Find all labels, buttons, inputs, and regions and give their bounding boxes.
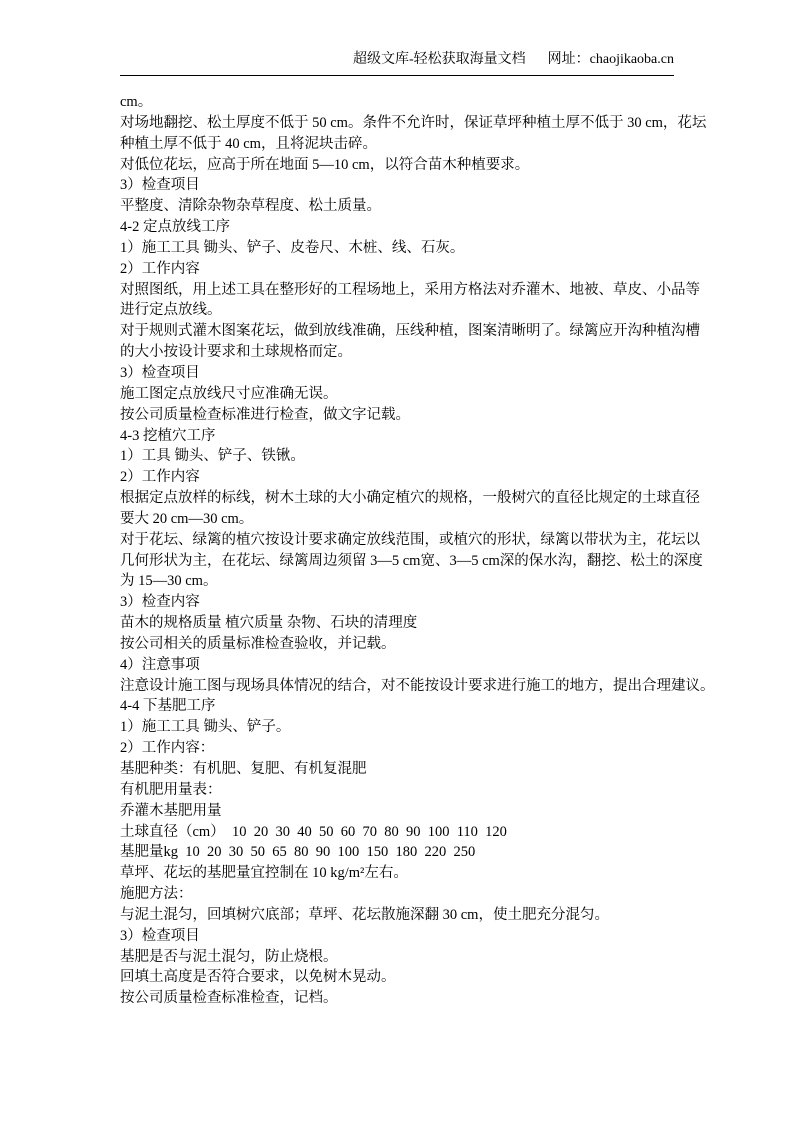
text-line: 为 15—30 cm。: [120, 573, 218, 590]
text-line: 4-3 挖植穴工序: [120, 427, 216, 444]
text-line: 草坪、花坛的基肥量宜控制在 10 kg/m²左右。: [120, 865, 408, 882]
text-line: 种植土厚不低于 40 cm，且将泥块击碎。: [120, 135, 377, 152]
header-site-name: 超级文库-轻松获取海量文档: [352, 52, 526, 67]
text-line: 要大 20 cm—30 cm。: [120, 510, 254, 527]
text-line: cm。: [120, 94, 153, 110]
text-line: 4-4 下基肥工序: [120, 698, 216, 715]
text-line: 对场地翻挖、松土厚度不低于 50 cm。条件不允许时，保证草坪种植土厚不低于 30 cm，花坛: [120, 114, 707, 131]
text-line: 3）检查项目: [120, 177, 200, 194]
text-line: 1）施工工具 锄头、铲子。: [120, 719, 291, 736]
text-line: 对于花坛、绿篱的植穴按设计要求确定放线范围，或植穴的形状，绿篱以带状为主，花坛以: [120, 531, 700, 548]
text-line: 按公司质量检查标准进行检查，做文字记载。: [120, 406, 410, 423]
text-line: 基肥种类：有机肥、复肥、有机复混肥: [120, 761, 367, 777]
text-line: 有机肥用量表：: [120, 781, 222, 798]
text-line: 乔灌木基肥用量: [120, 802, 222, 819]
text-line: 2）工作内容：: [120, 740, 215, 757]
header-url: 网址：chaojikaoba.cn: [547, 52, 674, 67]
text-line: 2）工作内容: [120, 469, 200, 486]
text-line: 4-2 定点放线工序: [120, 219, 230, 236]
text-line: 对照图纸，用上述工具在整形好的工程场地上，采用方格法对乔灌木、地被、草皮、小品等: [120, 281, 700, 298]
text-line: 注意设计施工图与现场具体情况的结合，对不能按设计要求进行施工的地方，提出合理建议。: [120, 677, 715, 694]
text-line: 回填土高度是否符合要求，以免树木晃动。: [120, 969, 396, 986]
text-line: 基肥量kg 10 20 30 50 65 80 90 100 150 180 220 250: [120, 844, 476, 861]
text-line: 3）检查内容: [120, 594, 200, 611]
header-divider: [120, 75, 674, 76]
text-line: 2）工作内容: [120, 260, 200, 277]
text-line: 根据定点放样的标线，树木土球的大小确定植穴的规格，一般树穴的直径比规定的土球直径: [120, 490, 700, 507]
text-line: 1）施工工具 锄头、铲子、皮卷尺、木桩、线、石灰。: [120, 239, 465, 256]
text-line: 几何形状为主，在花坛、绿篱周边须留 3—5 cm宽、3—5 cm深的保水沟，翻挖、松土的深度: [120, 552, 703, 569]
text-line: 按公司质量检查标准检查，记档。: [120, 990, 338, 1007]
text-line: 与泥土混匀，回填树穴底部；草坪、花坛散施深翻 30 cm，使土肥充分混匀。: [120, 906, 609, 923]
text-line: 1）工具 锄头、铲子、铁锹。: [120, 448, 305, 465]
text-line: 的大小按设计要求和土球规格而定。: [120, 344, 352, 361]
text-line: 对低位花坛，应高于所在地面 5—10 cm，以符合苗木种植要求。: [120, 156, 530, 173]
text-line: 对于规则式灌木图案花坛，做到放线准确，压线种植，图案清晰明了。绿篱应开沟种植沟槽: [120, 323, 700, 340]
text-line: 苗木的规格质量 植穴质量 杂物、石块的清理度: [120, 615, 418, 632]
text-line: 4）注意事项: [120, 656, 200, 673]
text-line: 3）检查项目: [120, 927, 200, 944]
page-header: [120, 51, 674, 69]
text-line: 进行定点放线。: [120, 302, 222, 319]
text-line: 平整度、清除杂物杂草程度、松土质量。: [120, 198, 381, 215]
text-line: 施工图定点放线尺寸应准确无误。: [120, 385, 338, 402]
text-line: 按公司相关的质量标准检查验收，并记载。: [120, 635, 396, 652]
text-line: 土球直径（cm） 10 20 30 40 50 60 70 80 90 100 110 120: [120, 823, 507, 840]
text-line: 施肥方法：: [120, 886, 193, 903]
text-line: 3）检查项目: [120, 364, 200, 381]
document-body: [120, 92, 715, 1009]
text-line: 基肥是否与泥土混匀，防止烧根。: [120, 948, 338, 965]
